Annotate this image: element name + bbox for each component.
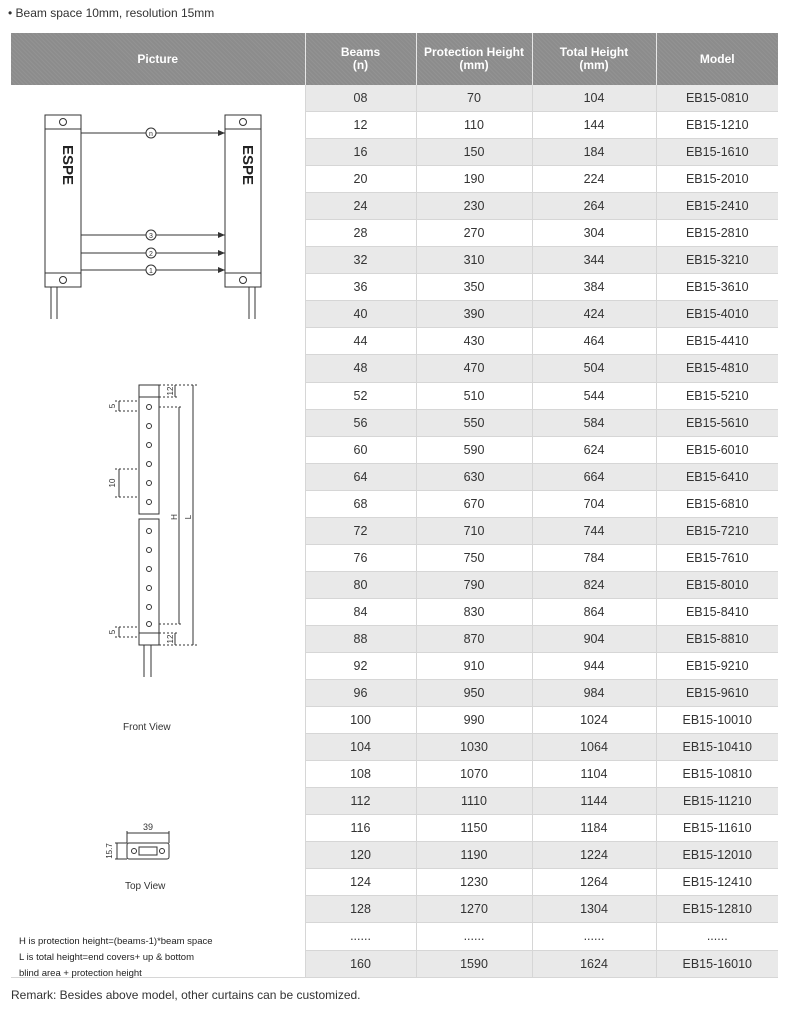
protection-height-cell: 1030 (416, 734, 532, 761)
header-total-line1: Total Height (559, 45, 629, 59)
header-prot-line2: (mm) (459, 58, 489, 72)
beam-3-arrow-icon (218, 232, 225, 238)
total-height-cell: 824 (532, 571, 656, 598)
left-emitter-body (45, 115, 81, 287)
protection-height-cell: 670 (416, 490, 532, 517)
total-height-cell: 864 (532, 598, 656, 625)
beam-1-arrow-icon (218, 267, 225, 273)
picture-cell (11, 85, 305, 978)
model-cell: EB15-12410 (656, 869, 778, 896)
protection-height-cell: 270 (416, 220, 532, 247)
model-cell: EB15-12810 (656, 896, 778, 923)
model-cell: EB15-6010 (656, 436, 778, 463)
protection-height-cell: 230 (416, 193, 532, 220)
total-height-cell: 784 (532, 544, 656, 571)
model-cell: EB15-9210 (656, 652, 778, 679)
total-height-cell: 1184 (532, 815, 656, 842)
top-note: • Beam space 10mm, resolution 15mm (8, 6, 215, 20)
model-cell: EB15-2010 (656, 166, 778, 193)
total-height-cell: 384 (532, 274, 656, 301)
protection-height-cell: 110 (416, 112, 532, 139)
header-total-line2: (mm) (579, 58, 609, 72)
brand-right: ESPE (239, 144, 256, 186)
protection-height-cell: 950 (416, 680, 532, 707)
spec-table (11, 33, 778, 978)
beams-cell: 160 (305, 950, 416, 978)
beams-cell: 120 (305, 842, 416, 869)
beams-cell: 84 (305, 598, 416, 625)
total-height-cell: 584 (532, 409, 656, 436)
protection-height-cell: 830 (416, 598, 532, 625)
beam-2-arrow-icon (218, 250, 225, 256)
beams-cell: 20 (305, 166, 416, 193)
total-height-cell: 1104 (532, 761, 656, 788)
product-drawing (11, 85, 305, 977)
header-total-height (532, 33, 656, 85)
protection-height-cell: 1590 (416, 950, 532, 978)
beams-cell: 40 (305, 301, 416, 328)
model-cell: EB15-7610 (656, 544, 778, 571)
protection-height-cell: 990 (416, 707, 532, 734)
header-beams-line2: (n) (352, 58, 369, 72)
dim-10-label: 10 (108, 478, 117, 488)
protection-height-cell: 710 (416, 517, 532, 544)
beams-cell: 12 (305, 112, 416, 139)
total-height-cell: 464 (532, 328, 656, 355)
model-cell: EB15-5610 (656, 409, 778, 436)
model-cell: EB15-4410 (656, 328, 778, 355)
model-cell: EB15-4010 (656, 301, 778, 328)
header-protection-height (416, 33, 532, 85)
beams-cell: 60 (305, 436, 416, 463)
table-row (11, 85, 778, 112)
beams-cell: 104 (305, 734, 416, 761)
protection-height-cell: 350 (416, 274, 532, 301)
beams-cell: 100 (305, 707, 416, 734)
beams-cell: ...... (305, 923, 416, 950)
total-height-cell: 944 (532, 652, 656, 679)
protection-height-cell: 430 (416, 328, 532, 355)
dim-12-top-label: 12 (166, 386, 175, 396)
beam-1-label: 1 (149, 268, 153, 275)
beam-2-label: 2 (149, 251, 153, 258)
header-model: Model (656, 33, 778, 85)
model-cell: EB15-7210 (656, 517, 778, 544)
total-height-cell: 1064 (532, 734, 656, 761)
beams-cell: 112 (305, 788, 416, 815)
total-height-cell: 504 (532, 355, 656, 382)
beams-cell: 124 (305, 869, 416, 896)
beams-cell: 32 (305, 247, 416, 274)
protection-height-cell: 1230 (416, 869, 532, 896)
beams-cell: 44 (305, 328, 416, 355)
brand-left: ESPE (59, 144, 76, 186)
total-height-cell: 1624 (532, 950, 656, 978)
total-height-cell: 224 (532, 166, 656, 193)
beams-cell: 52 (305, 382, 416, 409)
model-cell: EB15-0810 (656, 85, 778, 112)
total-height-cell: 304 (532, 220, 656, 247)
model-cell: EB15-5210 (656, 382, 778, 409)
protection-height-cell: 1110 (416, 788, 532, 815)
dim-12-bottom-label: 12 (166, 634, 175, 644)
explanation-line-1: H is protection height=(beams-1)*beam space (19, 936, 213, 947)
model-cell: EB15-6410 (656, 463, 778, 490)
remark-text: Remark: Besides above model, other curtains can be customized. (11, 988, 361, 1002)
protection-height-cell: 510 (416, 382, 532, 409)
table-header-row (11, 33, 778, 85)
model-cell: EB15-16010 (656, 950, 778, 978)
beams-cell: 08 (305, 85, 416, 112)
protection-height-cell: 1150 (416, 815, 532, 842)
model-cell: EB15-2410 (656, 193, 778, 220)
beam-n-label: n (149, 131, 153, 138)
beams-cell: 96 (305, 680, 416, 707)
model-cell: EB15-4810 (656, 355, 778, 382)
dim-h-label: H (170, 514, 179, 520)
beams-cell: 16 (305, 139, 416, 166)
beam-n-arrow-icon (218, 130, 225, 136)
total-height-cell: 1224 (532, 842, 656, 869)
beams-cell: 92 (305, 652, 416, 679)
beams-cell: 64 (305, 463, 416, 490)
model-cell: EB15-10010 (656, 707, 778, 734)
model-cell: EB15-8810 (656, 625, 778, 652)
header-beams-line1: Beams (340, 45, 381, 59)
top-view-caption: Top View (125, 881, 166, 892)
total-height-cell: 184 (532, 139, 656, 166)
beams-cell: 76 (305, 544, 416, 571)
total-height-cell: 624 (532, 436, 656, 463)
beams-cell: 128 (305, 896, 416, 923)
protection-height-cell: ...... (416, 923, 532, 950)
header-beams (305, 33, 416, 85)
protection-height-cell: 1070 (416, 761, 532, 788)
total-height-cell: 744 (532, 517, 656, 544)
protection-height-cell: 590 (416, 436, 532, 463)
protection-height-cell: 390 (416, 301, 532, 328)
model-cell: ...... (656, 923, 778, 950)
model-cell: EB15-3210 (656, 247, 778, 274)
total-height-cell: 144 (532, 112, 656, 139)
model-cell: EB15-10810 (656, 761, 778, 788)
beams-cell: 68 (305, 490, 416, 517)
protection-height-cell: 70 (416, 85, 532, 112)
total-height-cell: 984 (532, 680, 656, 707)
beams-cell: 24 (305, 193, 416, 220)
beams-cell: 28 (305, 220, 416, 247)
beams-cell: 80 (305, 571, 416, 598)
beams-cell: 72 (305, 517, 416, 544)
beams-cell: 88 (305, 625, 416, 652)
protection-height-cell: 1190 (416, 842, 532, 869)
model-cell: EB15-1210 (656, 112, 778, 139)
beams-cell: 108 (305, 761, 416, 788)
beams-cell: 116 (305, 815, 416, 842)
right-receiver-body (225, 115, 261, 287)
total-height-cell: 424 (532, 301, 656, 328)
top-view-profile (127, 843, 169, 859)
model-cell: EB15-8410 (656, 598, 778, 625)
explanation-line-2: L is total height=end covers+ up & bottom (19, 952, 194, 963)
front-view-caption: Front View (123, 722, 171, 733)
total-height-cell: 1144 (532, 788, 656, 815)
beams-cell: 48 (305, 355, 416, 382)
protection-height-cell: 190 (416, 166, 532, 193)
model-cell: EB15-2810 (656, 220, 778, 247)
total-height-cell: 704 (532, 490, 656, 517)
model-cell: EB15-9610 (656, 680, 778, 707)
total-height-cell: 1264 (532, 869, 656, 896)
protection-height-cell: 750 (416, 544, 532, 571)
total-height-cell: ...... (532, 923, 656, 950)
header-picture: Picture (11, 33, 305, 85)
beams-cell: 56 (305, 409, 416, 436)
picture-area (11, 85, 305, 977)
total-height-cell: 544 (532, 382, 656, 409)
beams-cell: 36 (305, 274, 416, 301)
model-cell: EB15-11610 (656, 815, 778, 842)
model-cell: EB15-1610 (656, 139, 778, 166)
dim-157-label: 15.7 (105, 843, 114, 859)
dim-5-bottom-label: 5 (108, 629, 117, 635)
protection-height-cell: 1270 (416, 896, 532, 923)
protection-height-cell: 910 (416, 652, 532, 679)
protection-height-cell: 790 (416, 571, 532, 598)
model-cell: EB15-12010 (656, 842, 778, 869)
protection-height-cell: 150 (416, 139, 532, 166)
protection-height-cell: 630 (416, 463, 532, 490)
total-height-cell: 664 (532, 463, 656, 490)
protection-height-cell: 870 (416, 625, 532, 652)
protection-height-cell: 310 (416, 247, 532, 274)
model-cell: EB15-6810 (656, 490, 778, 517)
total-height-cell: 344 (532, 247, 656, 274)
header-prot-line1: Protection Height (423, 45, 524, 59)
model-cell: EB15-3610 (656, 274, 778, 301)
model-cell: EB15-11210 (656, 788, 778, 815)
total-height-cell: 904 (532, 625, 656, 652)
dim-5-top-label: 5 (108, 403, 117, 409)
protection-height-cell: 470 (416, 355, 532, 382)
table-body (11, 85, 778, 978)
total-height-cell: 264 (532, 193, 656, 220)
dim-l-label: L (184, 514, 193, 520)
dim-39-label: 39 (142, 822, 154, 832)
total-height-cell: 1304 (532, 896, 656, 923)
protection-height-cell: 550 (416, 409, 532, 436)
explanation-line-3: blind area + protection height (19, 968, 142, 979)
total-height-cell: 104 (532, 85, 656, 112)
total-height-cell: 1024 (532, 707, 656, 734)
model-cell: EB15-10410 (656, 734, 778, 761)
beam-3-label: 3 (149, 233, 153, 240)
model-cell: EB15-8010 (656, 571, 778, 598)
